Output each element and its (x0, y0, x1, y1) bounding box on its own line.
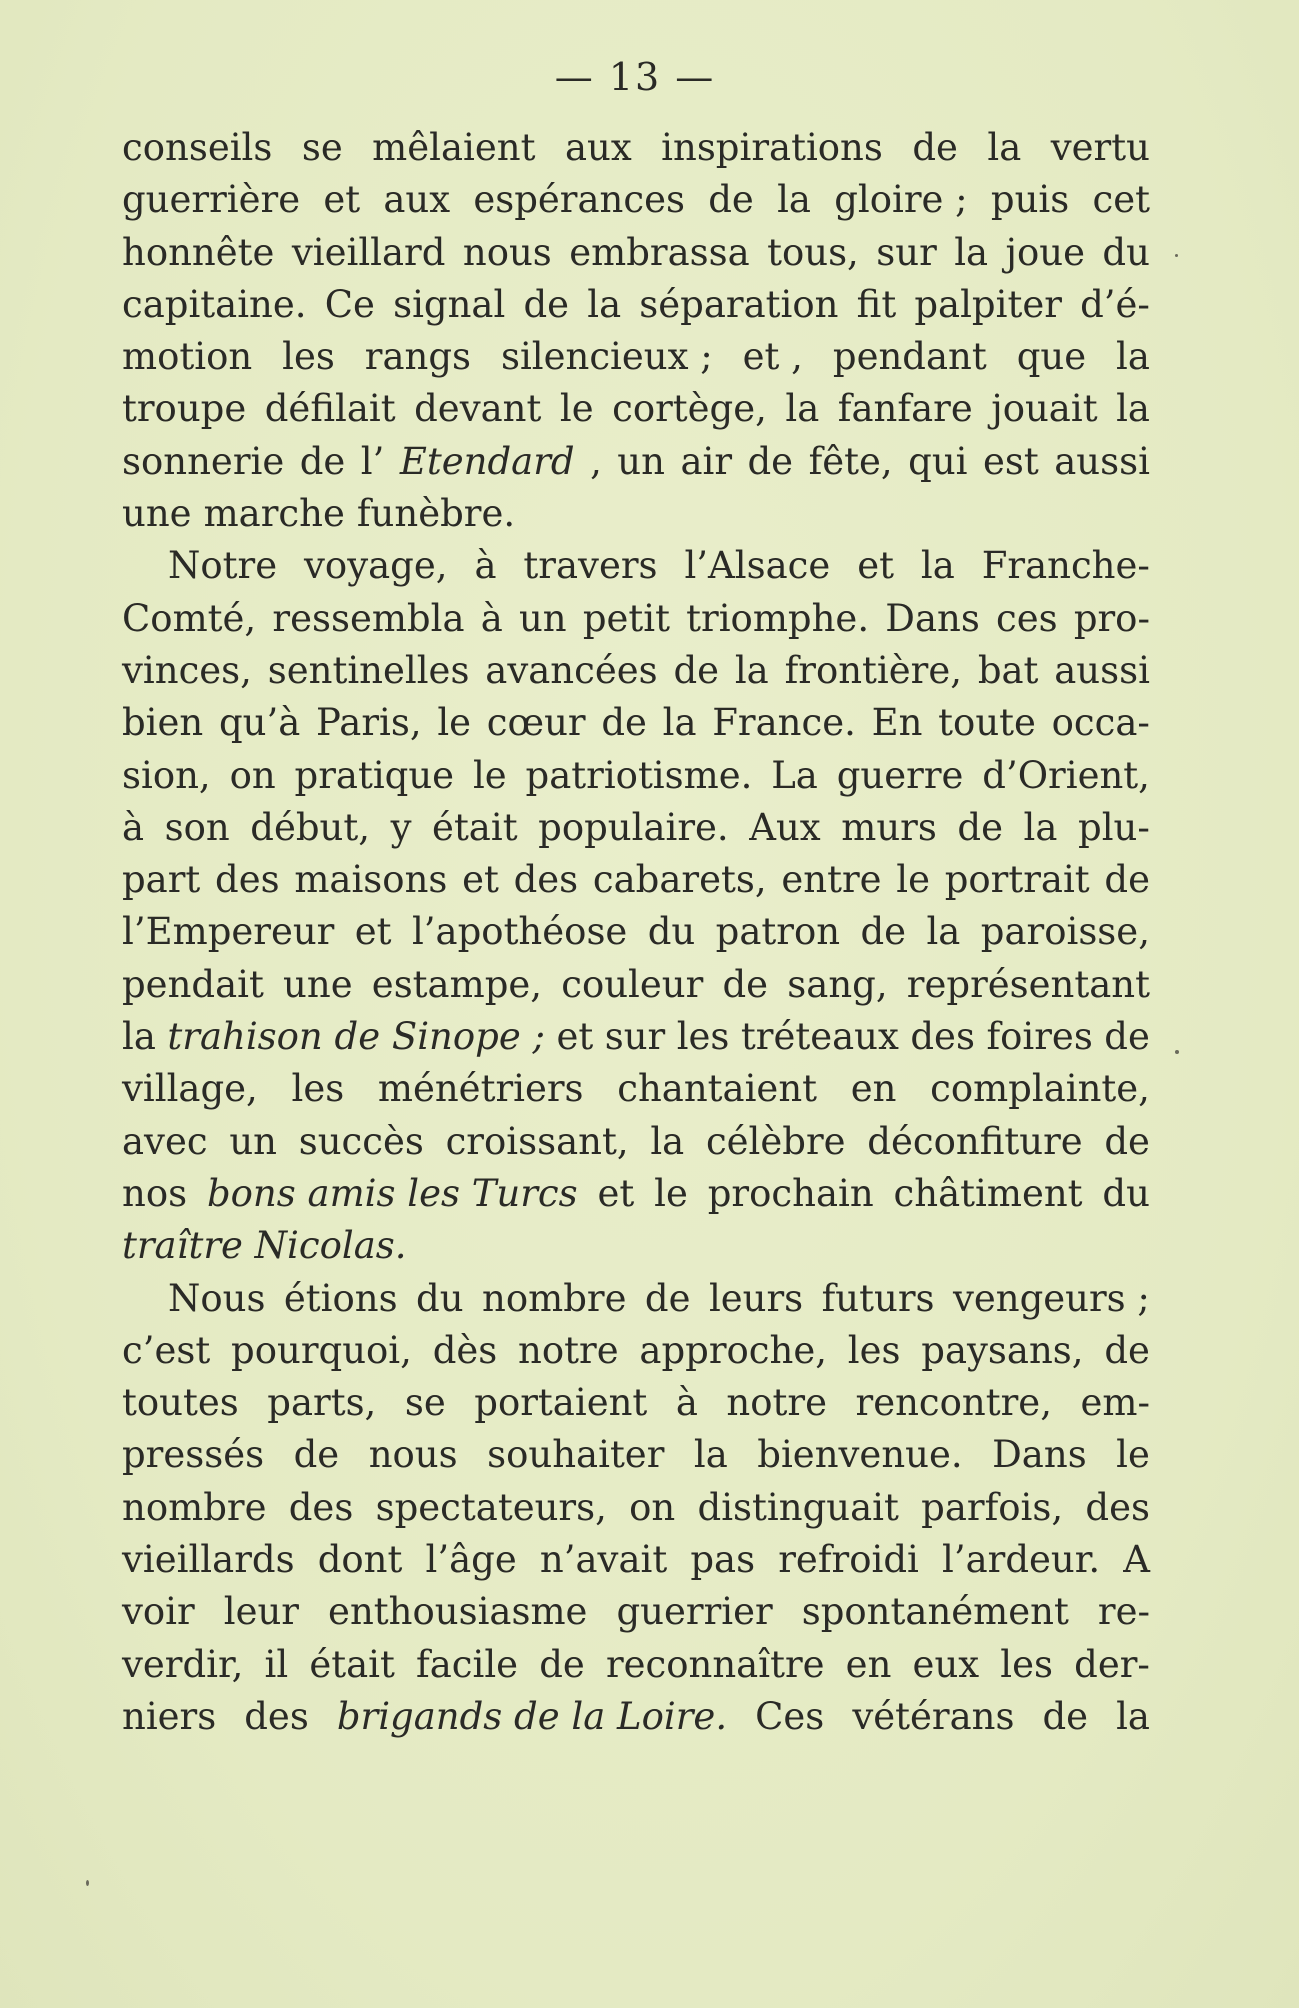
word: croissant, (445, 1119, 629, 1163)
word: nombre (122, 1485, 267, 1529)
word: sur (604, 1015, 666, 1059)
text-line (122, 1482, 1150, 1534)
word: air (680, 439, 733, 483)
word: notre (726, 1381, 827, 1425)
word: des (910, 1015, 975, 1059)
word: guerrière (122, 178, 301, 222)
text-line (122, 906, 1150, 958)
word: Aux (749, 805, 821, 849)
word: les (847, 1328, 901, 1372)
word: la (587, 282, 622, 326)
word: plu- (1078, 805, 1150, 849)
word: triomphe. (686, 596, 870, 640)
word: les (291, 1067, 345, 1111)
text-line (122, 1639, 1150, 1691)
word: des (288, 1485, 354, 1529)
word: sonnerie (122, 439, 285, 483)
word: patriotisme. (525, 753, 753, 797)
word: En (871, 701, 923, 745)
paper-speck (1175, 254, 1178, 257)
word: occa- (1051, 701, 1150, 745)
word: foires (986, 1015, 1093, 1059)
text-line (122, 1011, 1150, 1063)
word: avancées (485, 648, 658, 692)
text-line (122, 383, 1150, 435)
word: portaient (474, 1381, 648, 1425)
word: à (480, 596, 503, 640)
word: dès (432, 1328, 498, 1372)
word: est (982, 439, 1039, 483)
word: la (1116, 387, 1150, 431)
text-line (122, 174, 1150, 226)
word: em- (1080, 1381, 1150, 1425)
text-line (122, 697, 1150, 749)
word: des (244, 1694, 309, 1738)
text-line (122, 959, 1150, 1011)
word: portrait (944, 858, 1090, 902)
text-line (122, 1116, 1150, 1168)
word: cœur (486, 701, 586, 745)
text-line (122, 540, 1150, 592)
word: espérances (473, 178, 685, 222)
word: marche (203, 492, 345, 536)
word: sion, (122, 753, 211, 797)
word: souhaiter (487, 1433, 665, 1477)
word: la (122, 1015, 156, 1059)
word: une (122, 492, 192, 536)
text-line (122, 593, 1150, 645)
italic-word: bons amis les Turcs (206, 1171, 578, 1215)
word: honnête (122, 230, 275, 274)
word: village, (122, 1067, 258, 1111)
word: rangs (364, 335, 472, 379)
word: facile (416, 1642, 519, 1686)
word: ménétriers (377, 1067, 584, 1111)
word: Paris, (316, 701, 422, 745)
word: du (1102, 230, 1150, 274)
word: c’est (122, 1328, 211, 1372)
word: Notre (168, 544, 278, 588)
word: vétérans (852, 1694, 1015, 1738)
word: pendant (832, 335, 987, 379)
word: bien (122, 701, 204, 745)
word: joue (1005, 230, 1085, 274)
word: vengeurs ; (952, 1276, 1150, 1320)
word: la (662, 701, 697, 745)
word: la (926, 910, 961, 954)
word: du (647, 910, 696, 954)
word: le (896, 858, 930, 902)
word: vertu (1050, 126, 1150, 169)
word: la (987, 126, 1022, 169)
text-line (122, 227, 1150, 279)
word: distinguait (697, 1485, 899, 1529)
word: verdir, (122, 1642, 244, 1686)
word: paroisse, (980, 910, 1150, 954)
word: embrassa (569, 230, 750, 274)
text-line (122, 331, 1150, 383)
text-line (122, 1377, 1150, 1429)
word: les (1000, 1642, 1053, 1686)
word: pourquoi, (231, 1328, 412, 1372)
word: et (556, 1015, 594, 1059)
word: pressés (122, 1433, 265, 1477)
word: en (850, 1067, 897, 1111)
word: de (722, 962, 769, 1006)
word: avec (122, 1119, 208, 1163)
word: vieillard (291, 230, 446, 274)
word: se (404, 1381, 446, 1425)
word: reconnaître (605, 1642, 825, 1686)
word: pendait (122, 962, 264, 1006)
word: Dans (992, 1433, 1087, 1477)
word: gloire ; (834, 178, 968, 222)
word: La (771, 753, 818, 797)
word: complainte, (930, 1067, 1150, 1111)
word: séparation (639, 282, 839, 326)
word: à (474, 544, 497, 588)
word: prochain (707, 1171, 874, 1215)
text-line (122, 1586, 1150, 1638)
word: d’é- (1080, 282, 1150, 326)
word: niers (122, 1694, 217, 1738)
word: de (957, 805, 1003, 849)
word: couleur (561, 962, 704, 1006)
text-line (122, 1063, 1150, 1115)
word: succès (298, 1119, 424, 1163)
body-text (122, 122, 1150, 1743)
word: spontanément (801, 1590, 1069, 1634)
word: l’apothéose (411, 910, 628, 954)
word: pas (690, 1538, 756, 1582)
text-line (122, 436, 1150, 488)
word: travers (523, 544, 658, 588)
word: on (229, 753, 276, 797)
word: l’ardeur. (941, 1538, 1101, 1582)
word: Ces (755, 1694, 825, 1738)
word: bat (977, 648, 1039, 692)
word: leur (223, 1590, 299, 1634)
word: la (777, 178, 811, 222)
text-line (122, 802, 1150, 854)
word: voir (122, 1590, 195, 1634)
word: enthousiasme (328, 1590, 588, 1634)
word: de (1104, 1119, 1150, 1163)
word: sur (876, 230, 937, 274)
word: à (675, 1381, 698, 1425)
word: , (590, 439, 602, 483)
word: se (301, 126, 343, 169)
word: la (734, 648, 769, 692)
word: de (1104, 858, 1150, 902)
word: silencieux ; (500, 335, 713, 379)
word: était (309, 1642, 395, 1686)
word: en (845, 1642, 892, 1686)
word: le (654, 1171, 688, 1215)
word: sang, (787, 962, 888, 1006)
word: aussi (1054, 648, 1150, 692)
word: part (122, 858, 201, 902)
word: eux (912, 1642, 980, 1686)
word: funèbre. (356, 492, 516, 536)
word: la (1023, 805, 1058, 849)
word: parfois, (921, 1485, 1064, 1529)
word: de (747, 439, 794, 483)
word: bienvenue. (757, 1433, 963, 1477)
word: chantaient (617, 1067, 818, 1111)
text-line (122, 1325, 1150, 1377)
word: un (518, 596, 567, 640)
word: devant (414, 387, 542, 431)
word: y (390, 805, 412, 849)
text-line (122, 488, 1150, 540)
word: début, (250, 805, 371, 849)
word: mêlaient (372, 126, 536, 169)
text-line (122, 1220, 1150, 1272)
word: l’Alsace (684, 544, 831, 588)
word: guerrier (616, 1590, 773, 1634)
word: la (1116, 1694, 1150, 1738)
word: de (708, 178, 754, 222)
word: France. (712, 701, 856, 745)
word: entre (781, 858, 882, 902)
word: petit (582, 596, 670, 640)
word: des (215, 858, 280, 902)
word: et (354, 910, 392, 954)
word: Nous (168, 1276, 266, 1320)
word: cet (1092, 178, 1150, 222)
word: l’ (360, 439, 385, 483)
word: la (954, 230, 989, 274)
word: de (1104, 1328, 1150, 1372)
word: de (601, 701, 647, 745)
word: Dans (885, 596, 980, 640)
word: spectateurs, (375, 1485, 607, 1529)
word: déconfiture (867, 1119, 1083, 1163)
word: maisons (294, 858, 448, 902)
word: de (912, 126, 958, 169)
word: motion (122, 335, 253, 379)
page-number: — 13 — (554, 55, 716, 99)
word: puis (990, 178, 1070, 222)
text-line (122, 279, 1150, 331)
word: célèbre (705, 1119, 846, 1163)
word: nombre (482, 1276, 627, 1320)
word: Comté, (122, 596, 257, 640)
word: vieillards (122, 1538, 295, 1582)
word: fanfare (837, 387, 973, 431)
text-line (122, 1534, 1150, 1586)
word: et (857, 544, 894, 588)
word: leurs (708, 1276, 804, 1320)
word: de (299, 439, 346, 483)
word: cabarets, (592, 858, 767, 902)
word: de (644, 1276, 691, 1320)
word: sentinelles (267, 648, 470, 692)
word: les (282, 335, 335, 379)
word: du (1102, 1171, 1150, 1215)
word: murs (841, 805, 937, 849)
word: troupe (122, 387, 247, 431)
word: un (617, 439, 665, 483)
word: aux (564, 126, 632, 169)
word: de (673, 648, 720, 692)
word: estampe, (371, 962, 543, 1006)
word: ressembla (272, 596, 465, 640)
text-line (122, 1691, 1150, 1743)
word: des (513, 858, 579, 902)
word: l’âge (425, 1538, 517, 1582)
word: et (323, 178, 361, 222)
word: tous, (767, 230, 859, 274)
word: refroidi (778, 1538, 919, 1582)
word: étions (283, 1276, 398, 1320)
word: tréteaux (740, 1015, 899, 1059)
word: cortège, (612, 387, 767, 431)
word: son (164, 805, 230, 849)
italic-word: trahison de Sinope ; (167, 1015, 545, 1059)
text-line (122, 1273, 1150, 1325)
word: notre (518, 1328, 619, 1372)
word: qui (908, 439, 968, 483)
word: les (676, 1015, 730, 1059)
paper-speck (1175, 1050, 1179, 1054)
word: la (650, 1119, 685, 1163)
word: futurs (821, 1276, 935, 1320)
word: le (437, 701, 472, 745)
word: de (1104, 1015, 1150, 1059)
word: à (122, 805, 145, 849)
word: châtiment (893, 1171, 1083, 1215)
word: ces (996, 596, 1058, 640)
word: pro- (1073, 596, 1150, 640)
word: nous (462, 230, 552, 274)
word: conseils (122, 126, 273, 169)
word: le (472, 753, 507, 797)
word: Ce (324, 282, 375, 326)
word: que (1016, 335, 1087, 379)
word: frontière, (784, 648, 962, 692)
word: aux (383, 178, 451, 222)
word: de (860, 910, 907, 954)
word: signal (393, 282, 506, 326)
word: la (785, 387, 820, 431)
word: était (432, 805, 518, 849)
word: fête, (808, 439, 893, 483)
word: d’Orient, (982, 753, 1150, 797)
word: rencontre, (855, 1381, 1052, 1425)
word: représentant (906, 962, 1150, 1006)
word: parts, (267, 1381, 377, 1425)
word: des (1085, 1485, 1150, 1529)
word: inspirations (661, 126, 883, 169)
word: populaire. (538, 805, 729, 849)
word: le (559, 387, 594, 431)
word: du (416, 1276, 464, 1320)
word: dont (317, 1538, 403, 1582)
text-line (122, 1168, 1150, 1220)
word: de (1042, 1694, 1089, 1738)
word: jouait (991, 387, 1098, 431)
word: A (1123, 1538, 1150, 1582)
word: défilait (264, 387, 396, 431)
word: et , (742, 335, 803, 379)
italic-word: traître Nicolas. (122, 1224, 407, 1268)
word: n’avait (539, 1538, 668, 1582)
word: de (523, 282, 570, 326)
word: de (539, 1642, 585, 1686)
italic-word: Etendard (399, 439, 575, 483)
word: nos (122, 1171, 188, 1215)
word: aussi (1054, 439, 1150, 483)
word: l’Empereur (122, 910, 335, 954)
text-line (122, 122, 1150, 174)
word: la (1116, 335, 1150, 379)
text-line (122, 854, 1150, 906)
word: toute (938, 701, 1036, 745)
word: palpiter (914, 282, 1062, 326)
word: vinces, (122, 648, 252, 692)
word: capitaine. (122, 282, 307, 326)
word: patron (715, 910, 841, 954)
word: voyage, (304, 544, 448, 588)
word: fit (856, 282, 897, 326)
word: la (693, 1433, 728, 1477)
text-line (122, 750, 1150, 802)
word: nous (368, 1433, 458, 1477)
word: toutes (122, 1381, 239, 1425)
word: un (229, 1119, 277, 1163)
word: et (462, 858, 499, 902)
word: re- (1097, 1590, 1150, 1634)
word: der- (1074, 1642, 1150, 1686)
word: on (629, 1485, 676, 1529)
paper-speck (86, 1880, 89, 1886)
word: le (1116, 1433, 1150, 1477)
word: Franche- (981, 544, 1150, 588)
text-line (122, 645, 1150, 697)
word: et (597, 1171, 635, 1215)
word: pratique (294, 753, 455, 797)
italic-word: brigands de la Loire. (336, 1694, 728, 1738)
word: la (920, 544, 955, 588)
word: une (283, 962, 353, 1006)
word: paysans, (921, 1328, 1084, 1372)
text-line (122, 1429, 1150, 1481)
word: approche, (639, 1328, 827, 1372)
word: il (264, 1642, 289, 1686)
word: qu’à (218, 701, 301, 745)
word: guerre (836, 753, 964, 797)
word: de (293, 1433, 340, 1477)
